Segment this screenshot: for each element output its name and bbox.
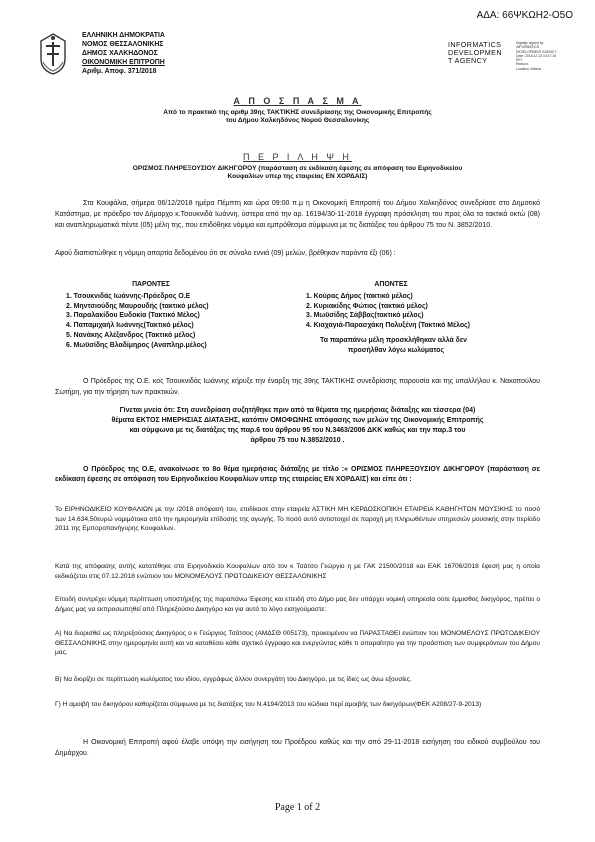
absent-heading: ΑΠΟΝΤΕΣ: [374, 281, 408, 288]
mention-line2: θέματα ΕΚΤΟΣ ΗΜΕΡΗΣΙΑΣ ΔΙΑΤΑΞΗΣ, κατόπιν ΟΜΟΦΩΝΗΣ απόφασης των μελών της Οικονομικής Επιτροπής: [111, 416, 484, 424]
chair-paragraph: Ο Πρόεδρος της Ο.Ε. κος Τσουκνιδάς Ιωάννης κήρυξε την έναρξη της 39ης ΤΑΚΤΙΚΗΣ συνεδρίασης παρουσία και της υπαλλήλου κ. Νακοπούλου Σωτήρη, για την τήρηση των πρακτικών.: [55, 378, 540, 396]
authority-header: [82, 32, 222, 77]
list-item: 2. Μηντσιούδης Μαυρουδής (τακτικό μέλος): [66, 302, 209, 310]
header-decision-number: Αριθμ. Αποφ. 371/2018: [82, 67, 157, 75]
item-a: Α) Να διορισθεί ως πληρεξούσιος Δικηγόρος ο κ Γεώργιος Τσάτσος (ΑΜΔΣΘ 005173), προκειμένου να ΠΑΡΑΣΤΑΘΕΙ ενώπιον του ΜΟΝΟΜΕΛΟΥΣ ΠΡΩΤΟΔΙΚΕΙΟΥ ΘΕΣΣΑΛΟΝΙΚΗΣ στην ημερομηνία αυτή και να καταθέσει κάθε σχετικό έγγραφο και ενεργώντας κάθε τι απαραίτητο για την προάσπιση των συμφερόντων του Δήμου μας.: [55, 630, 540, 657]
ada-code: ΑΔΑ: 66ΨΚΩΗ2-Ο5Ο: [476, 10, 573, 21]
mention-line4: άρθρου 75 του Ν.3852/2010 .: [250, 436, 345, 444]
item-c: Γ) Η αμοιβή του δικηγόρου καθορίζεται σύμφωνα με τις διατάξεις του Ν.4194/2013 του κώδικα περί αμοιβής των δικηγόρων(ΦΕΚ Α208/27-9-2013): [55, 701, 482, 708]
apospasma-line1: Από το πρακτικό της αριθμ 39ης ΤΑΚΤΙΚΗΣ συνεδρίασης της Οικονομικής Επιτροπής: [163, 108, 432, 116]
absent-note-1: Τα παραπάνω μέλη προσκλήθηκαν αλλά δεν: [320, 336, 467, 344]
mention-line3: και σύμφωνα με τις διατάξεις της παρ.6 του άρθρου 95 του Ν.3463/2006 ΔΚΚ καθώς και την παρ.3 του: [129, 426, 466, 434]
header-republic: ΕΛΛΗΝΙΚΗ ΔΗΜΟΚΡΑΤΙΑ: [82, 32, 165, 39]
apospasma-line2: του Δήμου Χαλκηδόνος Νομού Θεσσαλονίκης: [225, 117, 370, 124]
list-item: 3. Μωϋσίδης Σάββας(τακτικό μέλος): [306, 312, 424, 320]
perilipsi-line1: ΟΡΙΣΜΟΣ ΠΛΗΡΕΞΟΥΣΙΟΥ ΔΙΚΗΓΟΡΟΥ (παράσταση σε εκδίκαση έφεσης σε απόφαση του Ειρηνοδικείου: [132, 164, 463, 172]
absent-note-2: προσήλθαν λόγω κωλύματος: [348, 346, 445, 354]
page-number: Page 1 of 2: [274, 802, 321, 813]
body-paragraph-3: Επειδή συντρέχει νόμιμη περίπτωση υποστήριξης της παραπάνω Έφεσης και επειδή στο Δήμο μας δεν υπάρχει νομική υπηρεσία ούτε έμμισθος δικηγόρος, πρέπει ο Δήμος μας να εκπροσωπηθεί από Πληρεξούσιο Δικηγόρο και για αυτό το λόγο εισηγούμαστε:: [55, 596, 540, 613]
item-b: Β) Να διορίζει σε περίπτωση κωλύματος του ιδίου, εγγράφως άλλον συνεργάτη του Δικηγόρο, με τις ίδιες ως άνω εξουσίες.: [55, 676, 412, 683]
list-item: 4. Κιαχαγιά-Παρασχάκη Πολυξένη (Τακτικό Μέλος): [306, 322, 470, 330]
signature-org-name: INFORMATICS DEVELOPMEN T AGENCY: [448, 40, 502, 66]
list-item: 1. Κούρας Δήμος (τακτικό μέλος): [306, 292, 413, 300]
present-members: [66, 280, 236, 351]
perilipsi-section: [40, 152, 555, 181]
topic-paragraph: Ο Πρόεδρος της Ο.Ε, ανακοίνωσε το 8ο θέμα ημερήσιας διάταξης με τίτλο :« ΟΡΙΣΜΟΣ ΠΛΗΡΕΞΟΥΣΙΟΥ ΔΙΚΗΓΟΡΟΥ (παράσταση σε εκδίκαση έφεσης σε απόφαση του Ειρηνοδικείου Κουφαλίων υπερ της εταιρείας ΕΝ ΧΟΡΔΑΙΣ) και είπε ότι :: [55, 466, 540, 484]
list-item: 5. Νανάκης Αλέξανδρος (Τακτικό μέλος): [66, 331, 196, 339]
intro-paragraph: Στα Κουφάλια, σήμερα 06/12/2018 ημέρα Πέμπτη και ώρα 09:00 π.μ η Οικονομική Επιτροπή του Δήμου Χαλκηδόνος συνεδρίασε στο Δημοτικό Κατάστημα, με πρόεδρο τον Δήμαρχο κ.Τσουκνιδά Ιωάννη, ύστερα από την αρ. 16194/30-11-2018 έγγραφη πρόσκληση του προς όλα τα τακτικά οκτώ (08) και αναπληρωματικά πέντε (05) μέλη της, που επιδόθηκε νόμιμα και εμπρόθεσμα σύμφωνα με τις διατάξεις του άρθρου 75 του Ν. 3852/2010.: [55, 200, 540, 229]
closing-paragraph: Η Οικονομική Επιτροπή αφού έλαβε υπόψη την εισήγηση του Προέδρου καθώς και την από 29-11-2018 εισήγηση του ειδικού συμβούλου του Δημάρχου.: [55, 739, 540, 757]
absent-members: [306, 280, 476, 356]
list-item: 2. Κυριακίδης Φώτιος (τακτικό μέλος): [306, 302, 428, 310]
perilipsi-title: Π Ε Ρ Ι Λ Η Ψ Η: [243, 152, 352, 162]
list-item: 3. Παραλακίδου Ευδοκία (Τακτικό Μέλος): [66, 312, 200, 320]
present-heading: ΠΑΡΟΝΤΕΣ: [132, 281, 170, 288]
perilipsi-line2: Κουφαλίων υπερ της εταιρείας ΕΝ ΧΟΡΔΑΙΣ): [227, 173, 368, 180]
mention-line1: Γίνεται μνεία ότι: Στη συνεδρίαση συζητήθηκε πριν από τα θέματα της ημερήσιας διάταξης και τέσσερα (04): [119, 407, 476, 414]
greek-emblem-icon: [38, 32, 68, 76]
mention-section: [40, 406, 555, 446]
apospasma-title: Α Π Ο Σ Π Α Σ Μ Α: [233, 96, 362, 106]
body-paragraph-2: Κατά της απόφασης αυτής κατατέθηκε στο Ειρηνοδικείο Κουφαλίων από τον κ Τσάτσο Γεώργιο η με ΓΑΚ 21500/2018 και ΕΑΚ 16706/2018 έφεσή μας η οποία εκδικάζεται στις 07.12.2018 ενώπιον του ΜΟΝΟΜΕΛΟΥΣ ΠΡΩΤΟΔΙΚΕΙΟΥ ΘΕΣΣΑΛΟΝΙΚΗΣ: [55, 563, 540, 580]
header-prefecture: ΝΟΜΟΣ ΘΕΣΣΑΛΟΝΙΚΗΣ: [82, 40, 164, 48]
header-committee: ΟΙΚΟΝΟΜΙΚΗ ΕΠΙΤΡΟΠΗ: [82, 58, 165, 66]
header-municipality: ΔΗΜΟΣ ΧΑΛΚΗΔΟΝΟΣ: [82, 49, 158, 57]
body-paragraph-1: Το ΕΙΡΗΝΟΔΙΚΕΙΟ ΚΟΥΦΑΛΙΩΝ με την /2018 απόφασή του, επιδίκασε στην εταιρεία ΑΣΤΙΚΗ ΜΗ ΚΕΡΔΟΣΚΟΠΙΚΗ ΕΤΑΙΡΕΙΑ ΚΑΘΗΓΗΤΩΝ ΜΟΥΣΙΚΗΣ το ποσό των 14.634,50ευρώ νομιμότοκα από την ημερομηνία επίδοσης της αγωγής. Το ποσό αυτό αντιστοιχεί σε παροχή μη πληρωθέντων υπηρεσιών μουσικής στην περίοδο 2011 της Εμποροπανήγυρης Κουφαλίων.: [55, 506, 540, 533]
signature-details: Digitally signed by INFORMATICS DEVELOPMENT AGENCY Date: 2018.12.13 13:17:15 EET Reason: Location: Athens: [516, 41, 557, 71]
quorum-paragraph: Αφού διαπιστώθηκε η νόμιμη απαρτία δεδομένου ότι σε σύνολο εννιά (09) μελών, βρέθηκαν παρόντα έξι (06) :: [55, 250, 396, 257]
list-item: 4. Παπαμιχαήλ Ιωάννης(Τακτικό μέλος): [66, 322, 194, 330]
list-item: 1. Τσουκνιδάς Ιωάννης-Πρόεδρος Ο.Ε: [66, 292, 191, 300]
digital-signature-block: [448, 41, 578, 75]
list-item: 6. Μωϋσίδης Βλαδίμηρος (Αναπληρ.μέλος): [66, 341, 207, 349]
apospasma-section: [40, 96, 555, 125]
